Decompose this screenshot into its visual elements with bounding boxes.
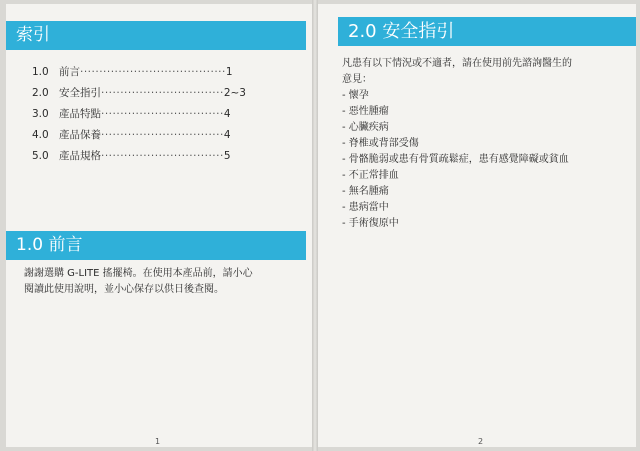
toc-page: 4 [223,108,231,120]
condition-item: - 手術復原中 [342,218,399,229]
preface-heading: 1.0 前言 [6,231,306,260]
toc-title: 產品規格 [59,150,101,162]
toc-page: 5 [223,150,231,162]
safety-heading: 2.0 安全指引 [338,17,636,46]
preface-line: 謝謝選購 G-LITE 搖擺椅。在使用本產品前，請小心 [24,268,253,279]
toc-page: 2~3 [223,87,246,99]
toc-row [32,62,302,83]
toc-heading: 索引 [6,21,306,50]
toc-page: 4 [223,129,231,141]
intro-line: 凡患有以下情況或不適者，請在使用前先諮詢醫生的 [342,58,572,69]
toc-title: 前言 [59,66,80,78]
toc-number: 5.0 [32,150,49,162]
toc-leader-dots: ································ [101,129,224,141]
preface-line: 閱讀此使用說明，並小心保存以供日後查閱。 [24,284,224,295]
toc-row [32,104,302,125]
condition-item: - 心臟疾病 [342,122,389,133]
page-number: 1 [155,437,161,446]
left-page [6,4,312,447]
toc-row [32,125,302,146]
toc-title: 產品特點 [59,108,101,120]
toc-leader-dots: ······································ [80,66,226,78]
condition-item: - 骨骼脆弱或患有骨質疏鬆症，患有感覺障礙或貧血 [342,154,569,165]
table-of-contents [32,62,302,167]
preface-paragraph [24,266,299,298]
toc-page: 1 [225,66,233,78]
toc-leader-dots: ································ [101,150,224,162]
toc-row [32,83,302,104]
toc-number: 3.0 [32,108,49,120]
condition-item: - 患病當中 [342,202,389,213]
safety-guidelines [342,56,622,232]
condition-item: - 不正常排血 [342,170,399,181]
toc-leader-dots: ································ [101,87,224,99]
toc-number: 2.0 [32,87,49,99]
toc-row [32,146,302,167]
intro-line: 意見： [342,74,372,85]
condition-item: - 懷孕 [342,90,369,101]
condition-item: - 惡性腫瘤 [342,106,389,117]
condition-item: - 無名腫痛 [342,186,389,197]
condition-item: - 脊椎或背部受傷 [342,138,419,149]
toc-title: 安全指引 [59,87,101,99]
toc-number: 1.0 [32,66,49,78]
toc-number: 4.0 [32,129,49,141]
toc-title: 產品保養 [59,129,101,141]
page-number: 2 [478,437,484,446]
toc-leader-dots: ································ [101,108,224,120]
